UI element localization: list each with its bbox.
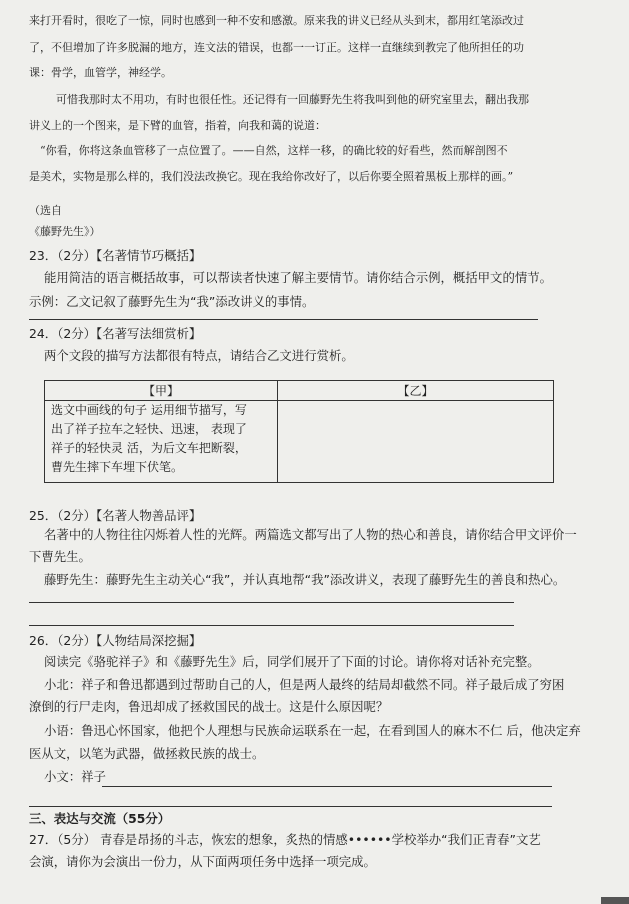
- q26-xiaoyu-2: 医从文，以笔为武器，做拯救民族的战士。: [29, 746, 265, 761]
- passage-line-6: “你看，你将这条血管移了一点位置了。——自然，这样一移，的确比较的好看些，然而解剖图不: [40, 144, 508, 157]
- passage-line-2: 了，不但增加了许多脱漏的地方，连文法的错误，也都一一订正。这样一直继续到教完了他所担任的功: [29, 41, 524, 54]
- q26-answer-line-1[interactable]: [102, 786, 552, 787]
- q24-prompt: 两个文段的描写方法都很有特点，请结合乙文进行赏析。: [44, 348, 354, 363]
- table-cell-jia-line: 祥子的轻快灵 活，为后文车把断裂，: [51, 441, 247, 455]
- q27-line-2: 会演，请你为会演出一份力，从下面两项任务中选择一项完成。: [29, 854, 376, 869]
- q25-prompt-1: 名著中的人物往往闪烁着人性的光辉。两篇选文都写出了人物的热心和善良，请你结合甲文评价一: [44, 527, 577, 542]
- table-cell-jia-line: 选文中画线的句子 运用细节描写，写: [51, 403, 247, 417]
- q26-xiaoyu-1: 小语：鲁迅心怀国家，他把个人理想与民族命运联系在一起，在看到国人的麻木不仁 后，他决定弃: [44, 723, 581, 738]
- q26-xiaobei-1: 小北：祥子和鲁迅都遇到过帮助自己的人，但是两人最终的结局却截然不同。祥子最后成了穷困: [44, 677, 565, 692]
- comparison-table: [44, 380, 554, 483]
- table-cell-yi-answer[interactable]: [278, 401, 554, 483]
- table-header-yi: 【乙】: [278, 381, 554, 401]
- passage-line-5: 讲义上的一个图来，是下臂的血管，指着，向我和蔼的说道：: [29, 119, 326, 132]
- table-cell-jia-line: 出了祥子拉车之轻快、迅速， 表现了: [51, 422, 247, 436]
- q25-answer-line-2[interactable]: [29, 625, 514, 626]
- q25-prompt-2: 下曹先生。: [29, 549, 91, 564]
- q26-heading: 26．（2分）【人物结局深挖掘】: [29, 633, 202, 648]
- q23-heading: 23．（2分）【名著情节巧概括】: [29, 248, 202, 263]
- table-cell-jia: [45, 401, 278, 483]
- q27-line-1: 27．（5分） 青春是昂扬的斗志，恢宏的想象，炙热的情感••••••学校举办“我们正青春”文艺: [29, 832, 541, 847]
- source-title: 《藤野先生》）: [29, 225, 101, 238]
- q23-answer-line[interactable]: [29, 319, 538, 320]
- passage-line-4: 可惜我那时太不用功，有时也很任性。还记得有一回藤野先生将我叫到他的研究室里去，翻出我那: [56, 93, 529, 106]
- table-cell-jia-line: 曹先生摔下车埋下伏笔。: [51, 460, 184, 474]
- section-3-heading: 三、表达与交流（55分）: [29, 811, 171, 826]
- q24-heading: 24．（2分）【名著写法细赏析】: [29, 326, 202, 341]
- q25-heading: 25．（2分）【名著人物善品评】: [29, 508, 202, 523]
- q26-intro: 阅读完《骆驼祥子》和《藤野先生》后，同学们展开了下面的讨论。请你将对话补充完整。: [44, 654, 540, 669]
- q26-answer-line-2[interactable]: [29, 806, 552, 807]
- q26-xiaowen: 小文：祥子: [44, 769, 106, 784]
- q23-example: 示例：乙文记叙了藤野先生为“我”添改讲义的事情。: [29, 294, 315, 309]
- q26-xiaobei-2: 潦倒的行尸走肉，鲁迅却成了拯救国民的战士。这是什么原因呢？: [29, 699, 389, 714]
- scan-corner-mark: [601, 897, 629, 904]
- q25-answer-line-1[interactable]: [29, 602, 514, 603]
- q25-example: 藤野先生：藤野先生主动关心“我”，并认真地帮“我”添改讲义，表现了藤野先生的善良和热心。: [44, 572, 566, 587]
- source-prefix: （选自: [29, 204, 62, 217]
- q23-prompt: 能用简洁的语言概括故事，可以帮读者快速了解主要情节。请你结合示例，概括甲文的情节。: [44, 270, 553, 285]
- table-header-jia: 【甲】: [45, 381, 278, 401]
- passage-line-3: 课：骨学，血管学，神经学。: [29, 66, 172, 79]
- passage-line-1: 来打开看时，很吃了一惊，同时也感到一种不安和感激。原来我的讲义已经从头到末，都用红笔添改过: [29, 14, 524, 27]
- passage-line-7: 是美术，实物是那么样的，我们没法改换它。现在我给你改好了，以后你要全照着黑板上那样的画。”: [29, 170, 514, 183]
